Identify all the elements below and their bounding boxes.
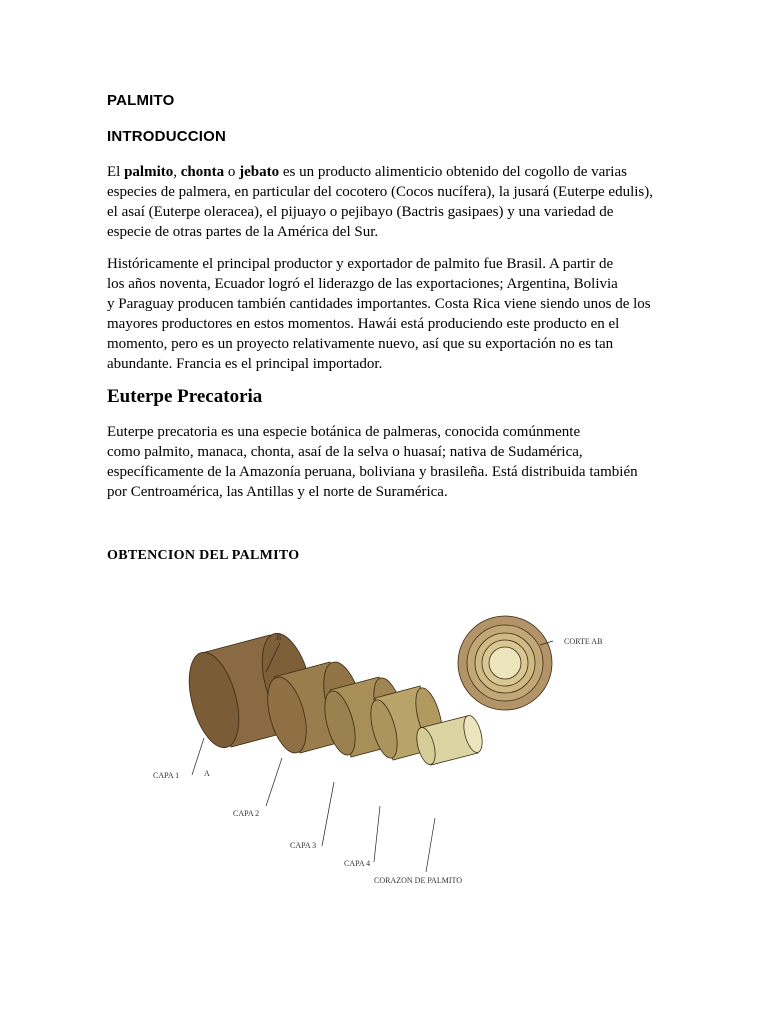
- cross-section-ab: [458, 616, 552, 710]
- euterpe-line: como palmito, manaca, chonta, asaí de la selva o huasaí; nativa de Sudamérica,: [107, 444, 583, 460]
- intro-line-3: el asaí (Euterpe oleracea), el pijuayo o pejibayo (Bactris gasipaes) y una variedad de: [107, 204, 614, 220]
- euterpe-paragraph: [107, 422, 667, 502]
- history-line: y Paraguay producen también cantidades importantes. Costa Rica viene siendo unos de los: [107, 296, 651, 312]
- intro-text: o: [224, 164, 240, 180]
- intro-text: es un producto alimenticio obtenido del cogollo de varias: [279, 164, 627, 180]
- label-a: A: [204, 769, 210, 778]
- history-line: momento, pero es un proyecto relativamente nuevo, así que su exportación no es tan: [107, 336, 614, 352]
- section-heading-euterpe: Euterpe Precatoria: [107, 386, 263, 407]
- label-capa-3: CAPA 3: [290, 841, 317, 850]
- history-line: los años noventa, Ecuador logró el liderazgo de las exportaciones; Argentina, Bolivia: [107, 276, 618, 292]
- label-capa-2: CAPA 2: [233, 809, 260, 818]
- palmito-layers-illustration: [130, 610, 630, 900]
- intro-text: El: [107, 164, 125, 180]
- intro-line-2: especies de palmera, en particular del cocotero (Cocos nucífera), la jusará (Euterpe edulis),: [107, 184, 653, 200]
- history-line: Históricamente el principal productor y exportador de palmito fue Brasil. A partir de: [107, 256, 614, 272]
- euterpe-line: específicamente de la Amazonía peruana, boliviana y brasileña. Está distribuida también: [107, 464, 638, 480]
- history-paragraph: [107, 254, 667, 374]
- intro-line-4: especie de otras partes de la América del Sur.: [107, 224, 379, 240]
- euterpe-line: Euterpe precatoria es una especie botánica de palmeras, conocida comúnmente: [107, 424, 581, 440]
- history-line: abundante. Francia es el principal importador.: [107, 356, 383, 372]
- label-capa-4: CAPA 4: [344, 859, 371, 868]
- label-b: B: [276, 633, 282, 642]
- history-line: mayores productores en estos momentos. Hawái está produciendo este producto en el: [107, 316, 620, 332]
- section-heading-obtencion: OBTENCION DEL PALMITO: [107, 548, 300, 563]
- label-capa-1: CAPA 1: [153, 771, 180, 780]
- document-title: PALMITO: [107, 92, 175, 109]
- term-chonta: chonta: [180, 164, 225, 180]
- intro-line-1: [107, 162, 667, 182]
- label-corte-ab: CORTE AB: [564, 637, 603, 646]
- term-jebato: jebato: [239, 164, 280, 180]
- intro-paragraph: [107, 162, 667, 242]
- section-heading-introduccion: INTRODUCCION: [107, 128, 227, 145]
- intro-text: ,: [173, 164, 181, 180]
- euterpe-line: por Centroamérica, las Antillas y el norte de Suramérica.: [107, 484, 448, 500]
- term-palmito: palmito: [124, 164, 174, 180]
- label-corazon: CORAZON DE PALMITO: [374, 876, 463, 885]
